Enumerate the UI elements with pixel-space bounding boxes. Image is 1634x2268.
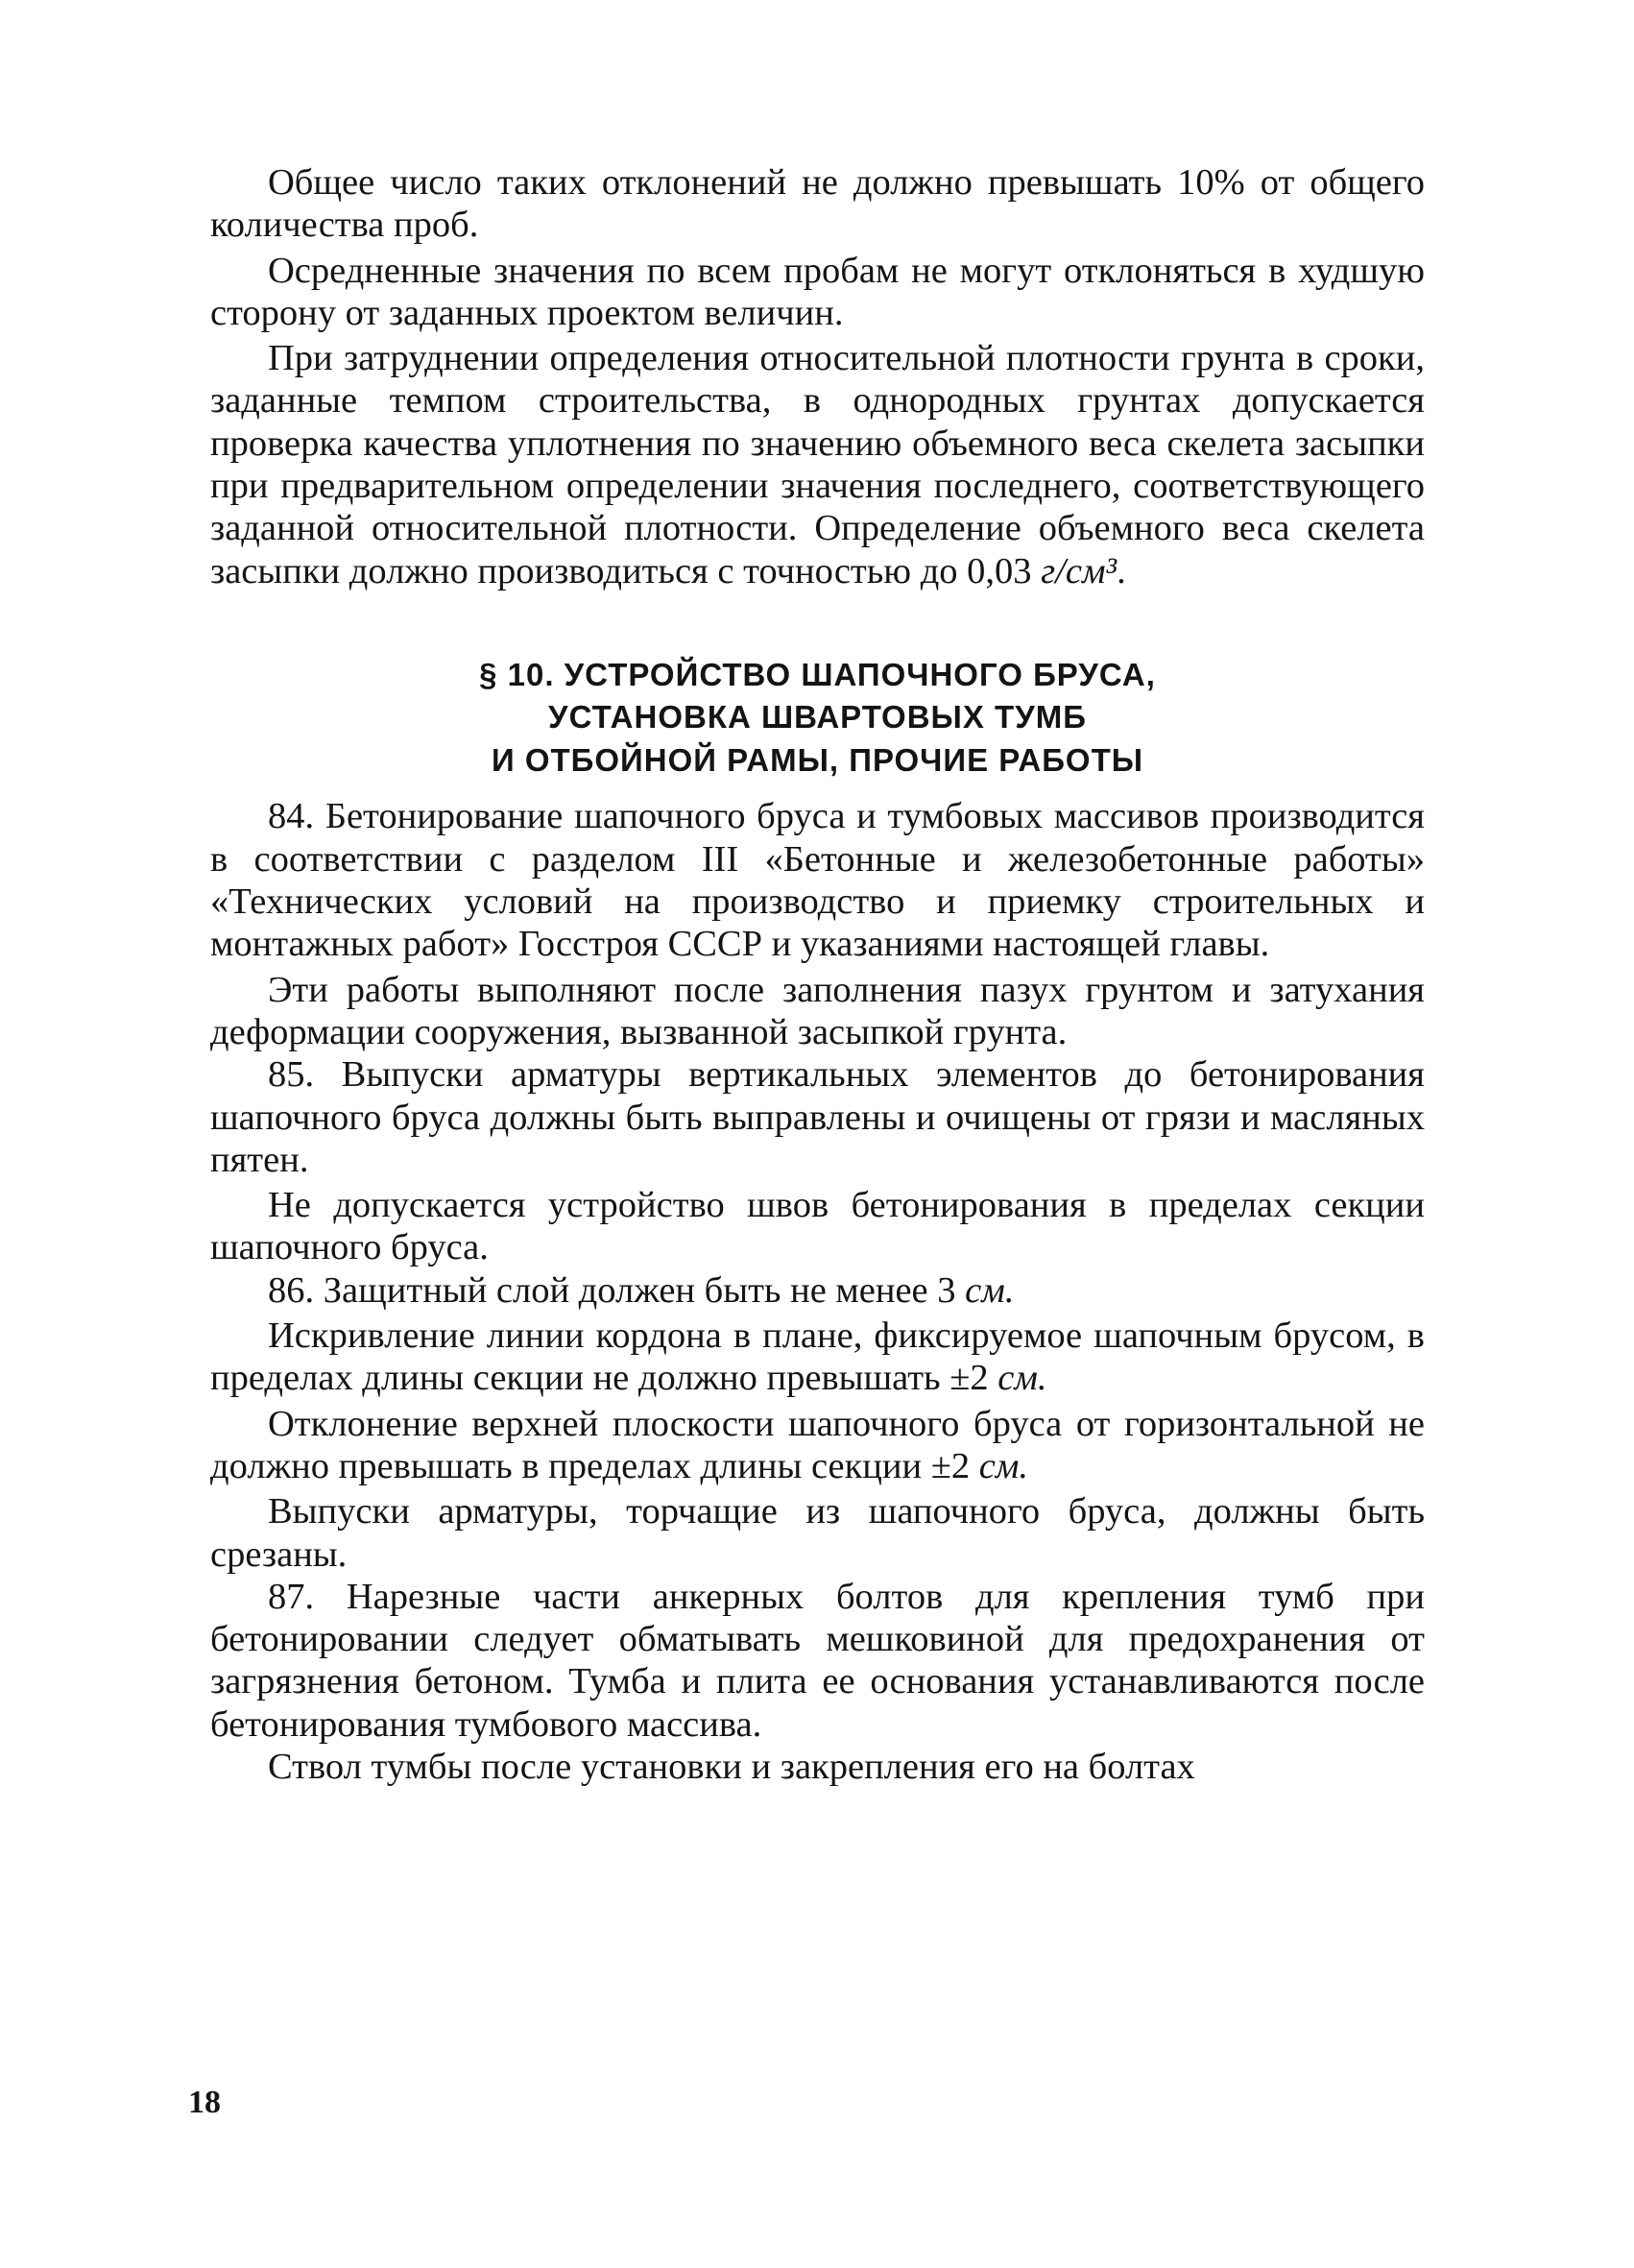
unit-density: г/см³: [1041, 550, 1117, 591]
document-page: [210, 161, 1425, 1788]
paragraph-86-curvature-text: Искривление линии кордона в плане, фиксируемое шапочным брусом, в пределах длины секции не должно превышать ±2: [210, 1315, 1425, 1399]
unit-cm: см.: [997, 1358, 1047, 1399]
paragraph-86-curvature: [210, 1315, 1425, 1400]
paragraph-86-deviation-text: Отклонение верхней плоскости шапочного бруса от горизонтальной не должно превышать в пределах длины секции ±2: [210, 1403, 1425, 1486]
paragraph-86-deviation: [210, 1403, 1425, 1488]
paragraph-86-text: 86. Защитный слой должен быть не менее 3: [268, 1269, 966, 1311]
paragraph-deviation-limit: Общее число таких отклонений не должно превышать 10% от общего количества проб.: [210, 162, 1425, 246]
paragraph-density-check-end: .: [1117, 550, 1126, 591]
paragraph-85: 85. Выпуски арматуры вертикальных элементов до бетонирования шапочного бруса должны быть выправлены и очищены от грязи и масляных пятен.: [210, 1054, 1425, 1180]
paragraph-85-continued: Не допускается устройство швов бетонирования в пределах секции шапочного бруса.: [210, 1185, 1425, 1268]
unit-cm: см.: [965, 1269, 1015, 1311]
unit-cm: см.: [978, 1445, 1029, 1486]
paragraph-87-continued: Ствол тумбы после установки и закрепления его на болтах: [268, 1747, 1195, 1787]
paragraph-density-check: [210, 337, 1425, 592]
section-heading-line-3: И ОТБОЙНОЙ РАМЫ, ПРОЧИЕ РАБОТЫ: [491, 741, 1144, 778]
section-heading-line-2: УСТАНОВКА ШВАРТОВЫХ ТУМБ: [548, 699, 1087, 736]
paragraph-density-check-text: При затруднении определения относительной плотности грунта в сроки, заданные темпом строительства, в однородных грунтах допускается проверка качества уплотнения по значению объемного веса скелета засыпки при предварительном определении значения последнего, соответствующего заданной относительной плотности. Определение объемного веса скелета засыпки должно производиться с точностью до 0,03: [210, 338, 1425, 591]
paragraph-84-continued: Эти работы выполняют после заполнения пазух грунтом и затухания деформации сооружения, вызванной засыпкой грунта.: [210, 969, 1425, 1052]
section-heading-line-1: § 10. УСТРОЙСТВО ШАПОЧНОГО БРУСА,: [479, 656, 1156, 692]
paragraph-87: 87. Нарезные части анкерных болтов для крепления тумб при бетонировании следует обматывать мешковиной для предохранения от загрязнения бетоном. Тумба и плита ее основания устанавливаются после бетонирования тумбового массива.: [210, 1576, 1425, 1745]
paragraph-86-rebar: Выпуски арматуры, торчащие из шапочного бруса, должны быть срезаны.: [210, 1491, 1425, 1575]
paragraph-averaged-values: Осредненные значения по всем пробам не могут отклоняться в худшую сторону от заданных проектом величин.: [210, 250, 1425, 333]
section-heading: [210, 654, 1425, 783]
paragraph-84: 84. Бетонирование шапочного бруса и тумбовых массивов производится в соответствии с разделом III «Бетонные и железобетонные работы» «Технических условий на производство и приемку строительных и монтажных работ» Госстроя СССР и указаниями настоящей главы.: [210, 796, 1425, 965]
paragraph-86: [210, 1269, 1425, 1312]
page-number: 18: [188, 2085, 221, 2120]
